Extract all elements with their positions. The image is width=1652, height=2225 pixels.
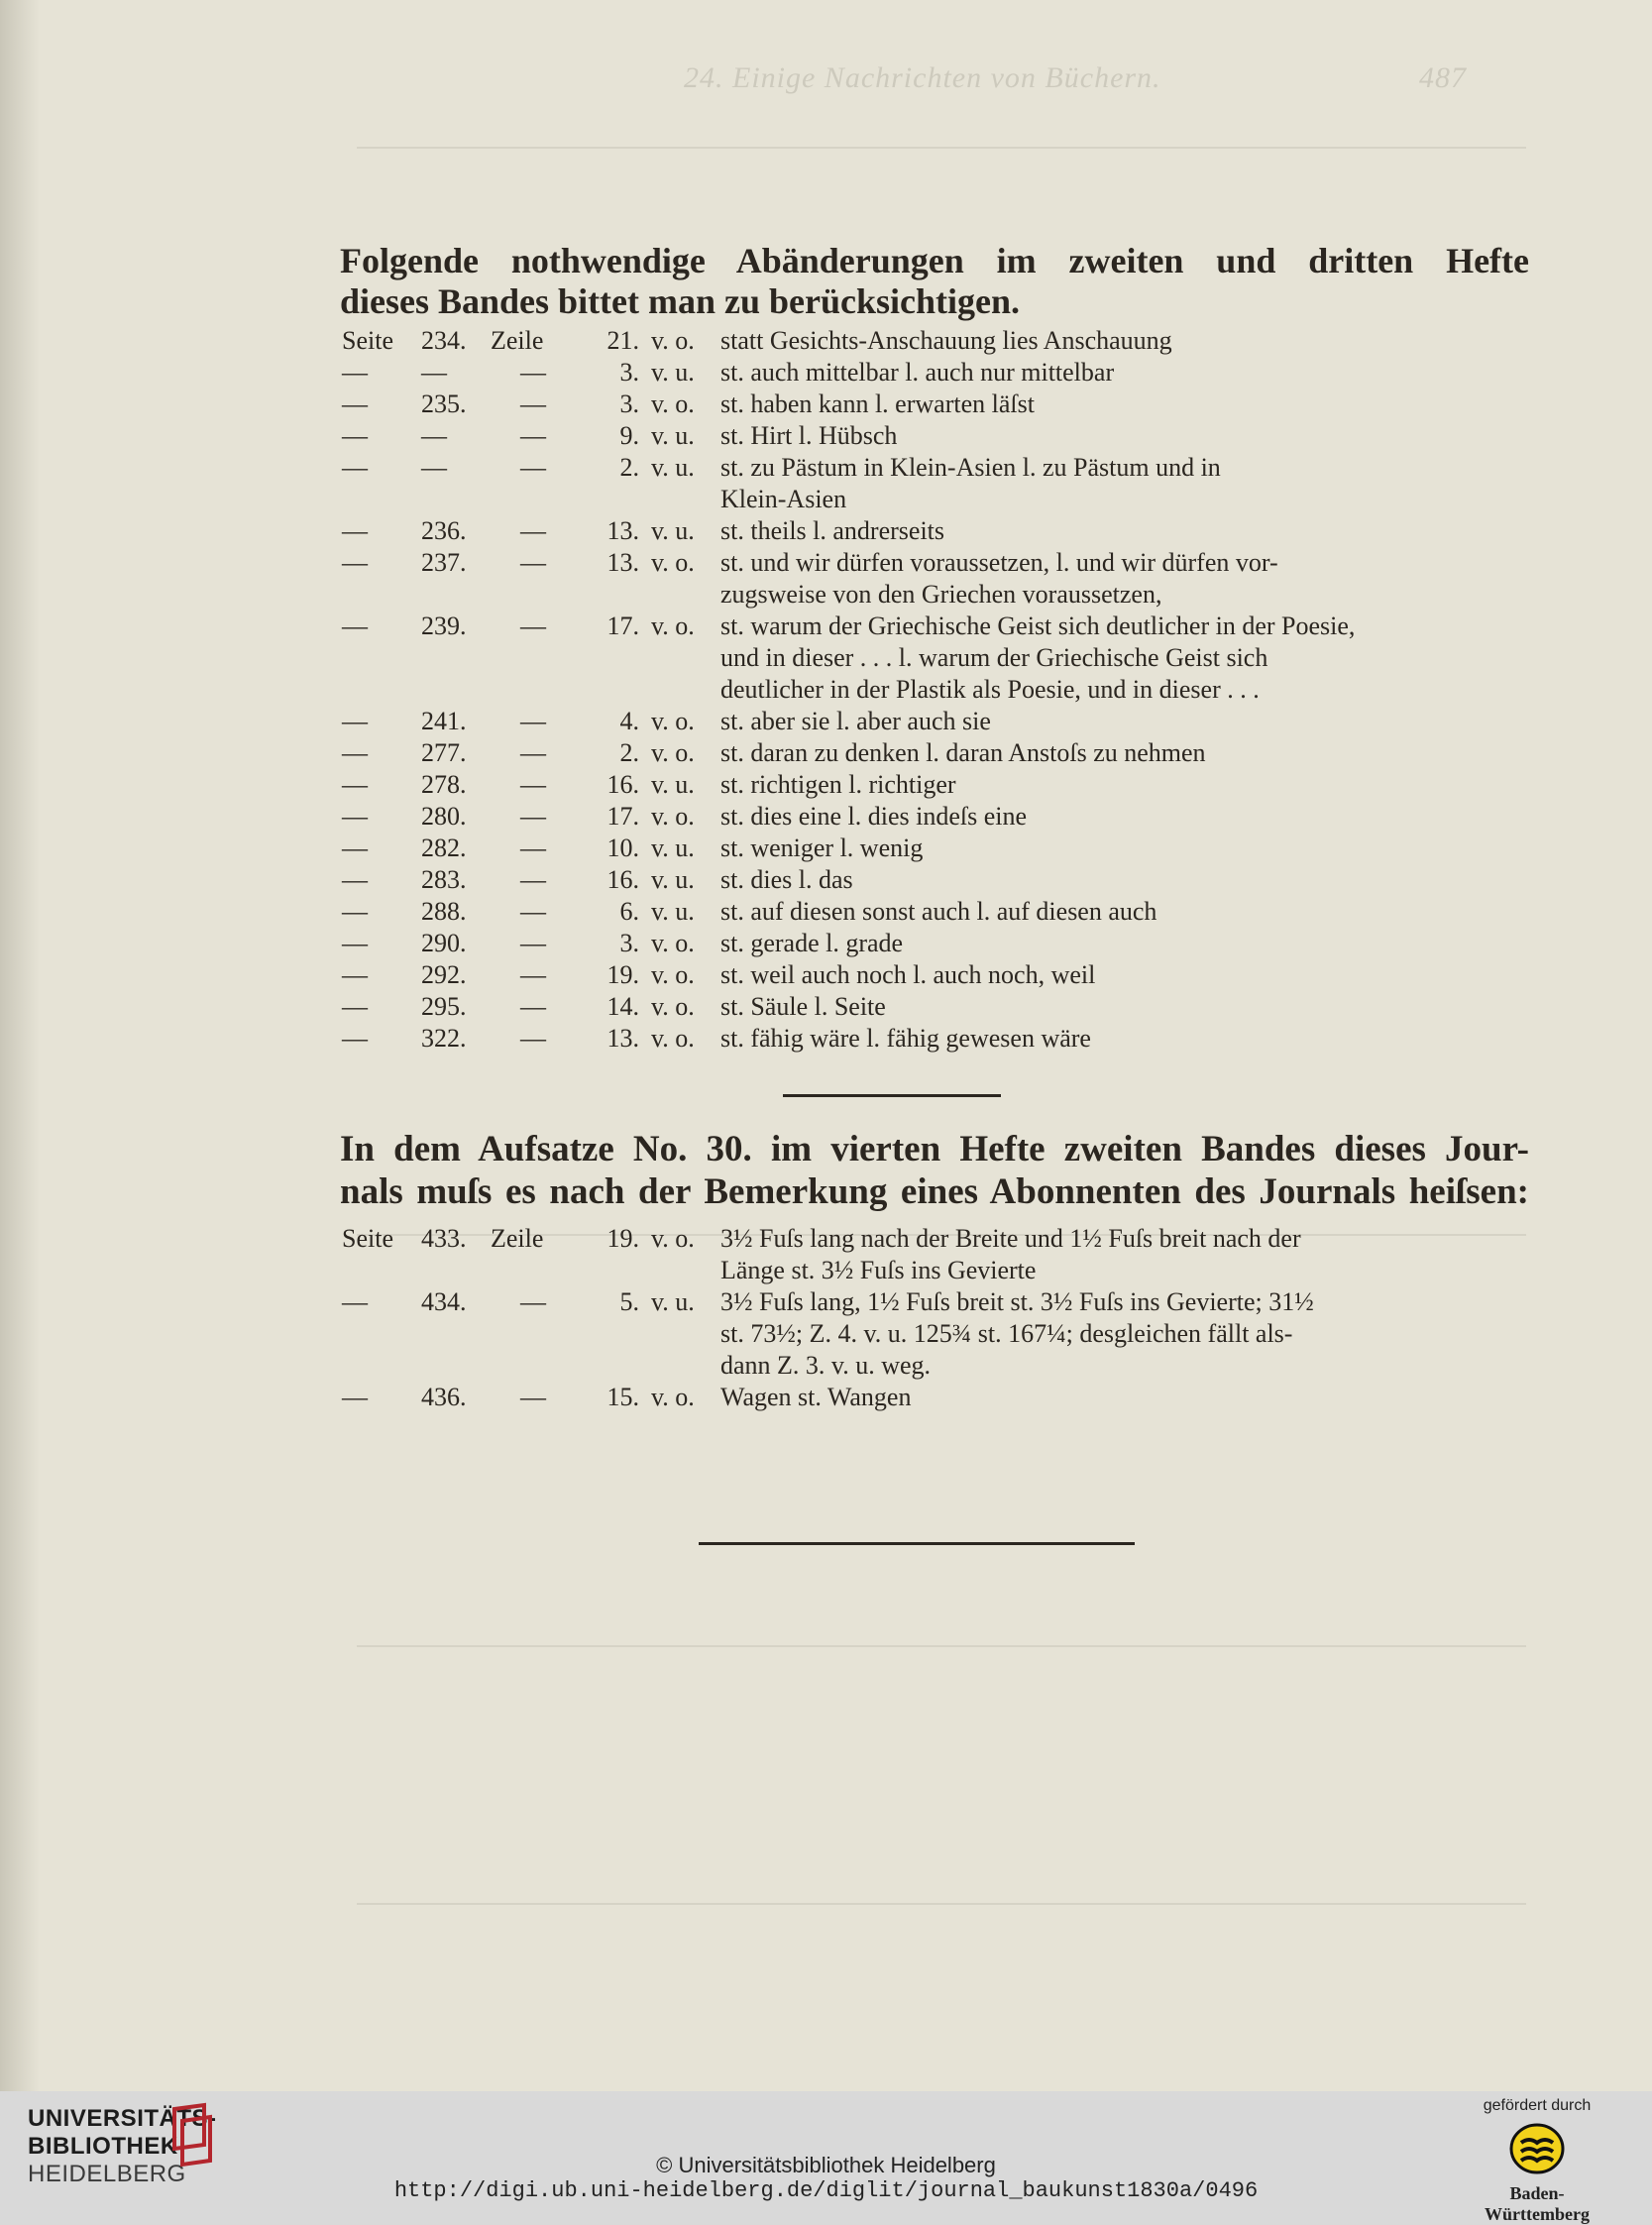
library-footer — [0, 2091, 1652, 2224]
line-number: 17. — [606, 802, 639, 831]
ditto-mark: — — [520, 1287, 546, 1316]
bleed-through-title: 24. Einige Nachrichten von Büchern. — [684, 61, 1161, 94]
line-number: 4. — [619, 707, 639, 735]
correction-row — [342, 1382, 1531, 1413]
correction-row — [342, 420, 1531, 452]
line-label: Zeile — [491, 326, 544, 355]
section2-heading-line2: nals muſs es nach der Bemerkung eines Abonnenten des Journals heiſsen: — [340, 1171, 1529, 1212]
direction: v. u. — [651, 516, 695, 545]
row-label: — — [342, 770, 368, 799]
page-number: 235. — [421, 389, 467, 418]
page-number: 290. — [421, 929, 467, 957]
section1-heading-line2: dieses Bandes bittet man zu berücksichtigen. — [340, 281, 1021, 321]
bleed-through-page-number: 487 — [1419, 61, 1467, 94]
continuation-line: Klein-Asien — [720, 485, 847, 513]
bleed-through-line — [357, 1903, 1526, 1905]
row-label: — — [342, 358, 368, 387]
correction-row — [342, 896, 1531, 928]
page-number: 322. — [421, 1024, 467, 1053]
correction-row — [342, 611, 1531, 642]
line-number: 16. — [606, 770, 639, 799]
row-label: — — [342, 516, 368, 545]
line-number: 2. — [619, 738, 639, 767]
direction: v. o. — [651, 738, 695, 767]
funding-notice — [1458, 2097, 1616, 2225]
direction: v. o. — [651, 1383, 695, 1411]
page-number: 239. — [421, 612, 467, 640]
correction-text: st. Säule l. Seite — [720, 992, 886, 1021]
bleed-through-line — [357, 1645, 1526, 1647]
bleed-through-line — [357, 147, 1526, 149]
page-number: 295. — [421, 992, 467, 1021]
direction: v. o. — [651, 1024, 695, 1053]
ditto-mark: — — [520, 802, 546, 831]
baden-wuerttemberg-emblem-icon — [1509, 2121, 1565, 2176]
page-number: 292. — [421, 960, 467, 989]
page-number: 436. — [421, 1383, 467, 1411]
direction: v. o. — [651, 802, 695, 831]
row-label: — — [342, 1024, 368, 1053]
ditto-mark: — — [520, 453, 546, 482]
correction-row — [342, 959, 1531, 991]
bleed-through-header — [684, 61, 1467, 95]
correction-text: Wagen st. Wangen — [720, 1383, 912, 1411]
page-number: — — [421, 421, 447, 450]
continuation-line: zugsweise von den Griechen voraussetzen, — [720, 580, 1162, 609]
row-label: — — [342, 929, 368, 957]
line-number: 14. — [606, 992, 639, 1021]
direction: v. o. — [651, 707, 695, 735]
ditto-mark: — — [520, 738, 546, 767]
row-label: — — [342, 960, 368, 989]
ditto-mark: — — [520, 1383, 546, 1411]
page-number: 280. — [421, 802, 467, 831]
line-number: 6. — [619, 897, 639, 926]
correction-row — [342, 547, 1531, 579]
correction-text: st. zu Pästum in Klein-Asien l. zu Pästum und in — [720, 453, 1221, 482]
direction: v. o. — [651, 548, 695, 577]
section1-heading-line1: Folgende nothwendige Abänderungen im zweiten und dritten Hefte — [340, 241, 1529, 280]
ditto-mark: — — [520, 770, 546, 799]
line-number: 13. — [606, 548, 639, 577]
direction: v. o. — [651, 612, 695, 640]
row-label: — — [342, 453, 368, 482]
ditto-mark: — — [520, 421, 546, 450]
line-number: 19. — [606, 960, 639, 989]
row-label: — — [342, 802, 368, 831]
row-label: — — [342, 612, 368, 640]
ditto-mark: — — [520, 1024, 546, 1053]
continuation-line: dann Z. 3. v. u. weg. — [720, 1351, 932, 1380]
direction: v. o. — [651, 960, 695, 989]
correction-row — [342, 1286, 1531, 1318]
logo-line-3: HEIDELBERG — [28, 2161, 186, 2187]
logo-line-2: BIBLIOTHEK — [28, 2133, 178, 2160]
correction-text: st. auch mittelbar l. auch nur mittelbar — [720, 358, 1115, 387]
continuation-line: st. 73½; Z. 4. v. u. 125¾ st. 167¼; desgleichen fällt als- — [720, 1319, 1293, 1348]
correction-text: st. fähig wäre l. fähig gewesen wäre — [720, 1024, 1091, 1053]
correction-text: st. weniger l. wenig — [720, 834, 924, 862]
correction-text: st. gerade l. grade — [720, 929, 904, 957]
row-label: — — [342, 1287, 368, 1316]
direction: v. o. — [651, 929, 695, 957]
ditto-mark: — — [520, 516, 546, 545]
direction: v. o. — [651, 992, 695, 1021]
direction: v. o. — [651, 326, 695, 355]
direction: v. u. — [651, 453, 695, 482]
correction-text: st. richtigen l. richtiger — [720, 770, 956, 799]
ditto-mark: — — [520, 929, 546, 957]
correction-row — [342, 801, 1531, 833]
correction-row — [342, 357, 1531, 389]
line-number: 21. — [606, 326, 639, 355]
correction-row — [342, 737, 1531, 769]
continuation-line: Länge st. 3½ Fuſs ins Gevierte — [720, 1256, 1037, 1284]
correction-row — [342, 928, 1531, 959]
line-number: 15. — [606, 1383, 639, 1411]
row-label: — — [342, 548, 368, 577]
line-number: 10. — [606, 834, 639, 862]
correction-row — [342, 325, 1531, 357]
permalink-url[interactable]: http://digi.ub.uni-heidelberg.de/diglit/journal_baukunst1830a/0496 — [393, 2178, 1259, 2203]
direction: v. u. — [651, 770, 695, 799]
page-number: 278. — [421, 770, 467, 799]
section2-heading-line1: In dem Aufsatze No. 30. im vierten Hefte zweiten Bandes dieses Jour- — [340, 1129, 1529, 1169]
correction-text: 3½ Fuſs lang, 1½ Fuſs breit st. 3½ Fuſs ins Gevierte; 31½ — [720, 1287, 1314, 1316]
line-number: 13. — [606, 516, 639, 545]
direction: v. u. — [651, 358, 695, 387]
ditto-mark: — — [520, 358, 546, 387]
direction: v. u. — [651, 865, 695, 894]
correction-text: st. dies l. das — [720, 865, 853, 894]
direction: v. u. — [651, 834, 695, 862]
correction-row — [342, 1223, 1531, 1255]
funded-by-label: gefördert durch — [1483, 2097, 1592, 2114]
correction-text: st. aber sie l. aber auch sie — [720, 707, 991, 735]
correction-text: 3½ Fuſs lang nach der Breite und 1½ Fuſs breit nach der — [720, 1224, 1301, 1253]
correction-row — [342, 706, 1531, 737]
correction-row — [342, 452, 1531, 484]
correction-row — [342, 769, 1531, 801]
line-label: Zeile — [491, 1224, 544, 1253]
correction-text: st. auf diesen sonst auch l. auf diesen auch — [720, 897, 1157, 926]
page-number: — — [421, 453, 447, 482]
direction: v. o. — [651, 1224, 695, 1253]
row-label: — — [342, 865, 368, 894]
correction-text: st. theils l. andrerseits — [720, 516, 945, 545]
row-label: Seite — [342, 326, 393, 355]
logo-line-1: UNIVERSITÄTS- — [28, 2105, 217, 2132]
row-label: — — [342, 738, 368, 767]
correction-text: st. dies eine l. dies indeſs eine — [720, 802, 1028, 831]
line-number: 5. — [619, 1287, 639, 1316]
ditto-mark: — — [520, 548, 546, 577]
continuation-line: deutlicher in der Plastik als Poesie, und in dieser . . . — [720, 675, 1260, 704]
line-number: 13. — [606, 1024, 639, 1053]
page-number: 236. — [421, 516, 467, 545]
row-label: — — [342, 707, 368, 735]
continuation-line: und in dieser . . . l. warum der Griechische Geist sich — [720, 643, 1268, 672]
end-rule — [699, 1542, 1135, 1545]
correction-text: st. Hirt l. Hübsch — [720, 421, 898, 450]
ditto-mark: — — [520, 389, 546, 418]
page-number: 288. — [421, 897, 467, 926]
line-number: 16. — [606, 865, 639, 894]
page-number: 433. — [421, 1224, 467, 1253]
ditto-mark: — — [520, 707, 546, 735]
correction-row — [342, 991, 1531, 1023]
section-divider — [783, 1094, 1001, 1097]
row-label: — — [342, 389, 368, 418]
correction-text: st. weil auch noch l. auch noch, weil — [720, 960, 1096, 989]
line-number: 17. — [606, 612, 639, 640]
line-number: 3. — [619, 389, 639, 418]
row-label: — — [342, 1383, 368, 1411]
row-label: — — [342, 834, 368, 862]
direction: v. u. — [651, 1287, 695, 1316]
correction-text: st. und wir dürfen voraussetzen, l. und wir dürfen vor- — [720, 548, 1278, 577]
line-number: 2. — [619, 453, 639, 482]
direction: v. u. — [651, 421, 695, 450]
direction: v. o. — [651, 389, 695, 418]
line-number: 19. — [606, 1224, 639, 1253]
ditto-mark: — — [520, 897, 546, 926]
correction-row — [342, 833, 1531, 864]
correction-text: statt Gesichts-Anschauung lies Anschauung — [720, 326, 1172, 355]
row-label: — — [342, 897, 368, 926]
correction-text: st. daran zu denken l. daran Anstoſs zu nehmen — [720, 738, 1206, 767]
page-number: 434. — [421, 1287, 467, 1316]
row-label: Seite — [342, 1224, 393, 1253]
funder-name: Baden-Württemberg — [1485, 2183, 1590, 2224]
correction-row — [342, 515, 1531, 547]
page-spine-shadow — [0, 0, 40, 2091]
ditto-mark: — — [520, 865, 546, 894]
correction-text: st. haben kann l. erwarten läſst — [720, 389, 1035, 418]
correction-row — [342, 389, 1531, 420]
page-number: 283. — [421, 865, 467, 894]
row-label: — — [342, 421, 368, 450]
page-number: 237. — [421, 548, 467, 577]
page-number: 234. — [421, 326, 467, 355]
correction-text: st. warum der Griechische Geist sich deutlicher in der Poesie, — [720, 612, 1356, 640]
correction-row — [342, 1023, 1531, 1055]
ditto-mark: — — [520, 834, 546, 862]
line-number: 3. — [619, 358, 639, 387]
direction: v. u. — [651, 897, 695, 926]
correction-row — [342, 864, 1531, 896]
page-number: — — [421, 358, 447, 387]
ditto-mark: — — [520, 612, 546, 640]
ditto-mark: — — [520, 992, 546, 1021]
line-number: 9. — [619, 421, 639, 450]
line-number: 3. — [619, 929, 639, 957]
page-number: 282. — [421, 834, 467, 862]
ditto-mark: — — [520, 960, 546, 989]
copyright-notice: © Universitätsbibliothek Heidelberg — [656, 2153, 996, 2177]
page-number: 241. — [421, 707, 467, 735]
page-number: 277. — [421, 738, 467, 767]
row-label: — — [342, 992, 368, 1021]
